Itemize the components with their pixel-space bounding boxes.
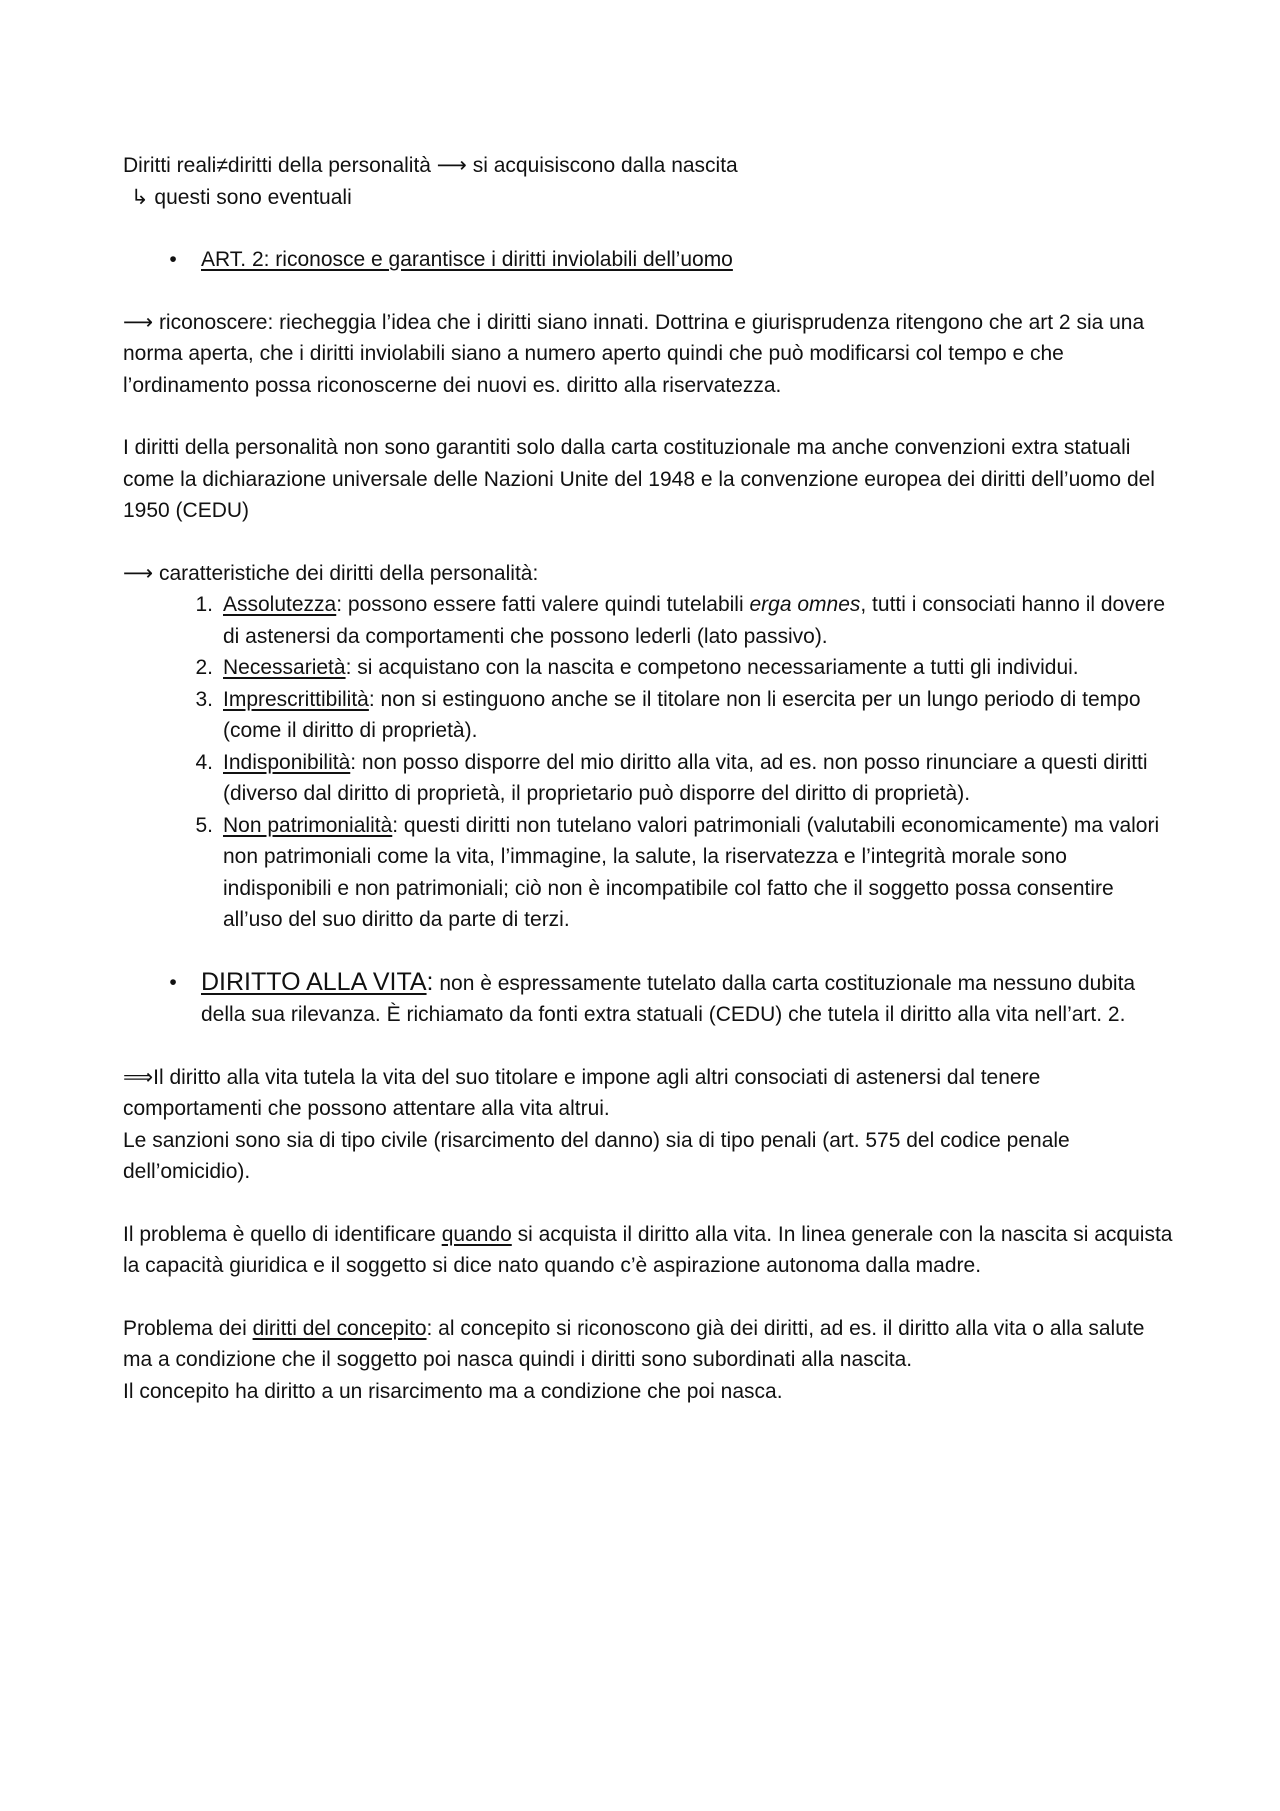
list-item: 1. Assolutezza: possono essere fatti valere quindi tutelabili erga omnes, tutti i consociati hanno il dovere di astenersi da comportamenti che possono lederli (lato passivo). <box>123 589 1173 652</box>
para-sanzioni: Le sanzioni sono sia di tipo civile (risarcimento del danno) sia di tipo penali (art. 575 del codice penale dell’omicidio). <box>123 1128 1070 1183</box>
para-tutela: ⟹Il diritto alla vita tutela la vita del suo titolare e impone agli altri consociati di astenersi dal tenere comportamenti che possono attentare alla vita altrui. <box>123 1065 1041 1120</box>
art2-text: ART. 2: riconosce e garantisce i diritti inviolabili dell’uomo <box>201 248 733 271</box>
list-number: 2. <box>195 656 213 679</box>
underlined-quando: quando <box>441 1222 512 1246</box>
list-item: 4. Indisponibilità: non posso disporre del mio diritto alla vita, ad es. non posso rinunciare a questi diritti (diverso dal diritto di proprietà, il proprietario può disporre del diritto di proprietà). <box>123 747 1173 810</box>
para-garantiti: I diritti della personalità non sono garantiti solo dalla carta costituzionale ma anche convenzioni extra statuali come la dichiarazione universale delle Nazioni Unite del 1948 e la convenzione europea dei diritti dell’uomo del 1950 (CEDU) <box>123 436 1155 522</box>
document-page <box>123 150 1173 1407</box>
caratteristiche-list <box>123 589 1173 936</box>
list-item: 3. Imprescrittibilità: non si estinguono anche se il titolare non li esercita per un lungo periodo di tempo (come il diritto di proprietà). <box>123 684 1173 747</box>
underlined-diritti-concepito: diritti del concepito <box>252 1316 427 1340</box>
list-number: 5. <box>195 813 213 837</box>
list-number: 4. <box>195 750 213 774</box>
line-diritti-reali: Diritti reali≠diritti della personalità ⟶ si acquisiscono dalla nascita <box>123 154 738 177</box>
bullet-diritto-vita: • DIRITTO ALLA VITA: non è espressamente tutelato dalla carta costituzionale ma nessuno dubita della sua rilevanza. È richiamato da fonti extra statuali (CEDU) che tutela il diritto alla vita nell’art. 2. <box>123 967 1173 1031</box>
bullet-dot: • <box>169 248 177 271</box>
term: Non patrimonialità <box>223 813 393 837</box>
bullet-art2 <box>123 244 1173 276</box>
list-number: 1. <box>195 593 213 616</box>
caratteristiche-intro: ⟶ caratteristiche dei diritti della personalità: <box>123 561 539 585</box>
list-item: 5. Non patrimonialità: questi diritti non tutelano valori patrimoniali (valutabili economicamente) ma valori non patrimoniali come la vita, l’immagine, la salute, la riservatezza e l’integrità morale sono indisponibili e non patrimoniali; ciò non è incompatibile col fatto che il soggetto possa consentire all’uso del suo diritto da parte di terzi. <box>123 810 1173 936</box>
para-problema: Il problema è quello di identificare quando si acquista il diritto alla vita. In linea generale con la nascita si acquista la capacità giuridica e il soggetto si dice nato quando c’è aspirazione autonoma dalla madre. <box>123 1222 1173 1277</box>
term: Necessarietà <box>223 656 346 679</box>
para-risarcimento: Il concepito ha diritto a un risarcimento ma a condizione che poi nasca. <box>123 1379 783 1403</box>
term: Assolutezza <box>223 593 337 616</box>
line-eventuali: ↳ questi sono eventuali <box>131 185 352 209</box>
para-riconoscere: ⟶ riconoscere: riecheggia l’idea che i diritti siano innati. Dottrina e giurisprudenza ritengono che art 2 sia una norma aperta, che i diritti inviolabili siano a numero aperto quindi che può modificarsi col tempo e che l’ordinamento possa riconoscerne dei nuovi es. diritto alla riservatezza. <box>123 310 1145 397</box>
vita-text: non è espressamente tutelato dalla carta costituzionale ma nessuno dubita della sua rilevanza. È richiamato da fonti extra statuali (CEDU) che tutela il diritto alla vita nell’art. 2. <box>201 971 1136 1026</box>
term: Imprescrittibilità <box>223 687 369 711</box>
heading-diritto-vita: DIRITTO ALLA VITA <box>201 967 427 996</box>
italic-erga-omnes: erga omnes <box>749 593 861 616</box>
para-concepito: Problema dei diritti del concepito: al concepito si riconoscono già dei diritti, ad es. il diritto alla vita o alla salute ma a condizione che il soggetto poi nasca quindi i diritti sono subordinati alla nascita. <box>123 1316 1145 1371</box>
bullet-dot: • <box>169 970 177 994</box>
list-item: 2. Necessarietà: si acquistano con la nascita e competono necessariamente a tutti gli individui. <box>123 652 1173 684</box>
list-number: 3. <box>195 687 213 711</box>
term: Indisponibilità <box>223 750 351 774</box>
